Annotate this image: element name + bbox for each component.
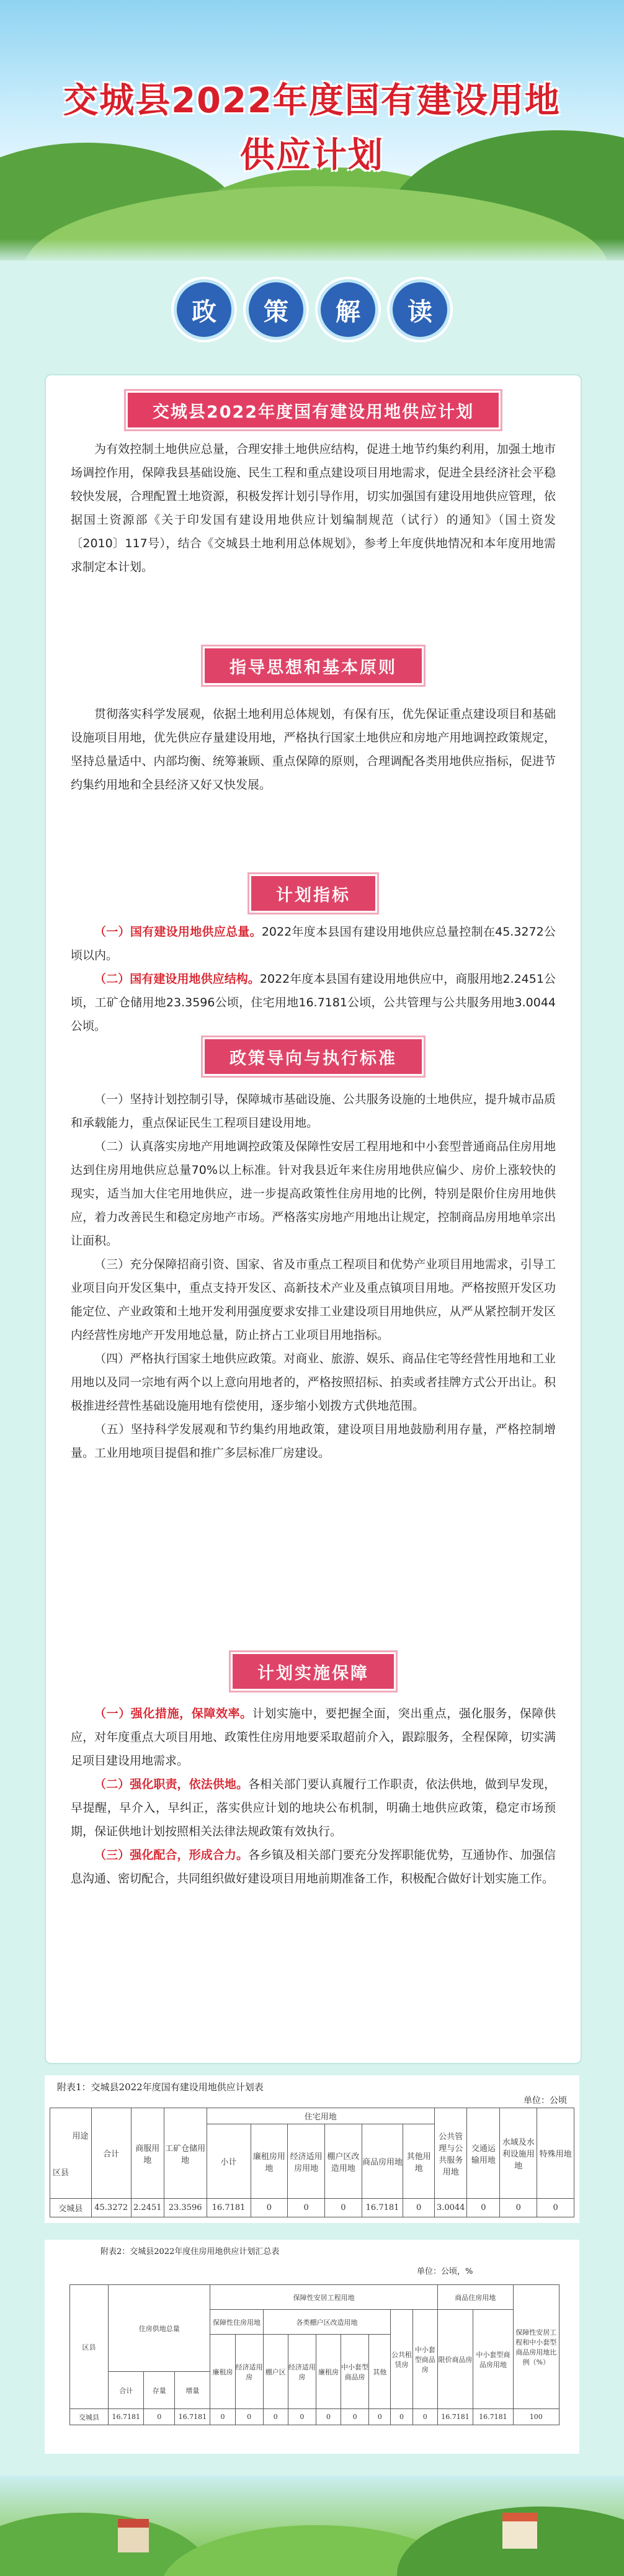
plan-indicators-block xyxy=(71,920,556,1038)
footer-landscape xyxy=(0,2475,624,2576)
badge-char: 解 xyxy=(321,282,375,337)
guarantee-2-label: （二）强化职责，依法供地。 xyxy=(94,1778,249,1791)
indicator-2-text: 2022年度本县国有建设用地供应中，商服用地2.2451公顷，工矿仓储用地23.3596公顷，住宅用地16.7181公顷，公共管理与公共服务用地3.0044公顷。 xyxy=(71,972,556,1033)
indicator-2-label: （二）国有建设用地供应结构。 xyxy=(94,972,260,986)
page-title-line2: 供应计划 xyxy=(240,135,384,176)
table1-caption: 附表1：交城县2022年度国有建设用地供应计划表 xyxy=(57,2082,264,2093)
guarantee-2-text: 各相关部门要认真履行工作职责，依法供地，做到早发现，早提醒，早介入，早纠正，落实供应计划的地块公布机制，明确土地供应政策，稳定市场预期，保证供地计划按照相关法律法规政策有效执行。 xyxy=(71,1778,556,1838)
doc-title: 交城县2022年度国有建设用地供应计划 xyxy=(126,391,501,429)
badge-char: 读 xyxy=(393,282,447,337)
indicator-1-label: （一）国有建设用地供应总量。 xyxy=(94,925,262,939)
table2-unit: 单位：公顷，% xyxy=(417,2267,473,2276)
house-decoration xyxy=(502,2513,537,2549)
table1-row: 交城县 45.3272 2.2451 23.3596 16.7181 0 0 0 16.7181 0 3.0044 0 0 0 xyxy=(50,2199,574,2217)
section-heading-implementation: 计划实施保障 xyxy=(231,1652,396,1691)
policy-item: （五）坚持科学发展观和节约集约用地政策，建设项目用地鼓励利用存量，严格控制增量。工业用地项目提倡和推广多层标准厂房建设。 xyxy=(71,1423,556,1460)
table2-row: 交城县 16.7181 0 16.7181 0 0 0 0 0 0 0 0 0 16.7181 16.7181 100 xyxy=(70,2409,559,2425)
table2: 区县 住房供地总量 保障性安居工程用地 商品住房用地 保障性安居工程和中小套型商品房用地比例（%） 保障性住房用地 各类棚户区改造用地 公共租赁房 中小套型商品房 限价商品房 中小套型商品房用地 廉租房 经济适用房 棚户区 经济适用房 廉租房 中小套型商品房 其他 合计 存量 增量 交城县 16.7181 0 16.7181 0 0 0 0 0 0 0 0 0 16.7181 16.7181 100 xyxy=(69,2284,559,2425)
guarantee-3-text: 各乡镇及相关部门要充分发挥职能优势，互通协作、加强信息沟通、密切配合，共同组织做好建设项目用地前期准备工作，积极配合做好计划实施工作。 xyxy=(71,1848,556,1885)
policy-block xyxy=(71,1088,556,1465)
policy-item: （二）认真落实房地产用地调控政策及保障性安居工程用地和中小套型普通商品住房用地达到住房用地供应总量70%以上标准。针对我县近年来住房用地供应偏少、房价上涨较快的现实，适当加大住宅用地供应，进一步提高政策性住房用地的比例，特别是限价住房用地供应，着力改善民生和稳定房地产市场。严格落实房地产用地出让规定，控制商品房用地单宗出让面积。 xyxy=(71,1140,556,1248)
appendix-table-2 xyxy=(45,2240,579,2454)
guarantee-1-text: 计划实施中，要把握全面，突出重点，强化服务，保障供应，对年度重点大项目用地、政策性住房用地要采取超前介入，跟踪服务，全程保障，切实满足项目建设用地需求。 xyxy=(71,1707,556,1768)
badge-char: 策 xyxy=(249,282,303,337)
principles-paragraph xyxy=(71,702,556,797)
policy-interpretation-badges xyxy=(0,282,624,337)
policy-item: （四）严格执行国家土地供应政策。对商业、旅游、娱乐、商品住宅等经营性用地和工业用地以及同一宗地有两个以上意向用地者的，严格按照招标、拍卖或者挂牌方式公开出让。积极推进经营性基础设施用地有偿使用，逐步缩小划拨方式供地范围。 xyxy=(71,1352,556,1413)
content-card xyxy=(45,374,582,2064)
section-heading-plan-indicators: 计划指标 xyxy=(249,874,377,913)
intro-text: 为有效控制土地供应总量，合理安排土地供应结构，促进土地节约集约利用，加强土地市场调控作用，保障我县基础设施、民生工程和重点建设项目用地需求，促进全县经济社会平稳较快发展，合理配置土地资源，积极发挥计划引导作用，切实加强国有建设用地供应管理，依据国土资源部《关于印发国有建设用地供应计划编制规范（试行）的通知》（国土资发〔2010〕117号），结合《交城县土地利用总体规划》，参考上年度供地情况和本年度用地需求制定本计划。 xyxy=(71,442,556,574)
house-decoration xyxy=(118,2519,149,2552)
policy-item: （三）充分保障招商引资、国家、省及市重点工程项目和优势产业项目用地需求，引导工业项目向开发区集中，重点支持开发区、高新技术产业及重点镇项目用地。严格按照开发区功能定位、产业政策和土地开发利用强度要求安排工业建设项目用地供应，从严从紧控制开发区内经营性房地产开发用地总量，防止挤占工业项目用地指标。 xyxy=(71,1258,556,1342)
intro-paragraph xyxy=(71,437,556,579)
guarantee-1-label: （一）强化措施，保障效率。 xyxy=(94,1707,252,1720)
table1-unit: 单位：公顷 xyxy=(524,2096,567,2106)
table2-caption: 附表2：交城县2022年度住房用地供应计划汇总表 xyxy=(100,2247,280,2256)
implementation-block xyxy=(71,1702,556,1890)
section-heading-principles: 指导思想和基本原则 xyxy=(203,646,424,685)
section-heading-policy: 政策导向与执行标准 xyxy=(203,1037,424,1076)
header-banner xyxy=(0,0,624,261)
principles-text: 贯彻落实科学发展观，依据土地利用总体规划，有保有压，优先保证重点建设项目和基础设施项目用地，优先供应存量建设用地，严格执行国家土地供应和房地产用地调控政策规定，坚持总量适中、内部均衡、统筹兼顾、重点保障的原则，合理调配各类用地供应指标，促进节约集约用地和全县经济又好又快发展。 xyxy=(71,707,556,792)
badge-char: 政 xyxy=(177,282,231,337)
page-title-line1: 交城县2022年度国有建设用地 xyxy=(63,81,561,121)
policy-item: （一）坚持计划控制引导，保障城市基础设施、公共服务设施的土地供应，提升城市品质和承载能力，重点保证民生工程项目建设用地。 xyxy=(71,1093,556,1130)
table1: 用途 区县 合计 商服用地 工矿仓储用地 住宅用地 公共管理与公共服务用地 交通运输用地 水域及水利设施用地 特殊用地 小计 廉租房用地 经济适用房用地 棚户区改造用地 商品房用地 其他用地 交城县 45.3272 2.2451 23.3596 16.7181 0 0 0 16.7181 0 3.0044 0 0 0 xyxy=(50,2108,574,2217)
indicator-1-text: 2022年度本县国有建设用地供应总量控制在45.3272公顷以内。 xyxy=(71,925,556,962)
guarantee-3-label: （三）强化配合，形成合力。 xyxy=(94,1848,249,1862)
appendix-table-1 xyxy=(45,2075,579,2223)
